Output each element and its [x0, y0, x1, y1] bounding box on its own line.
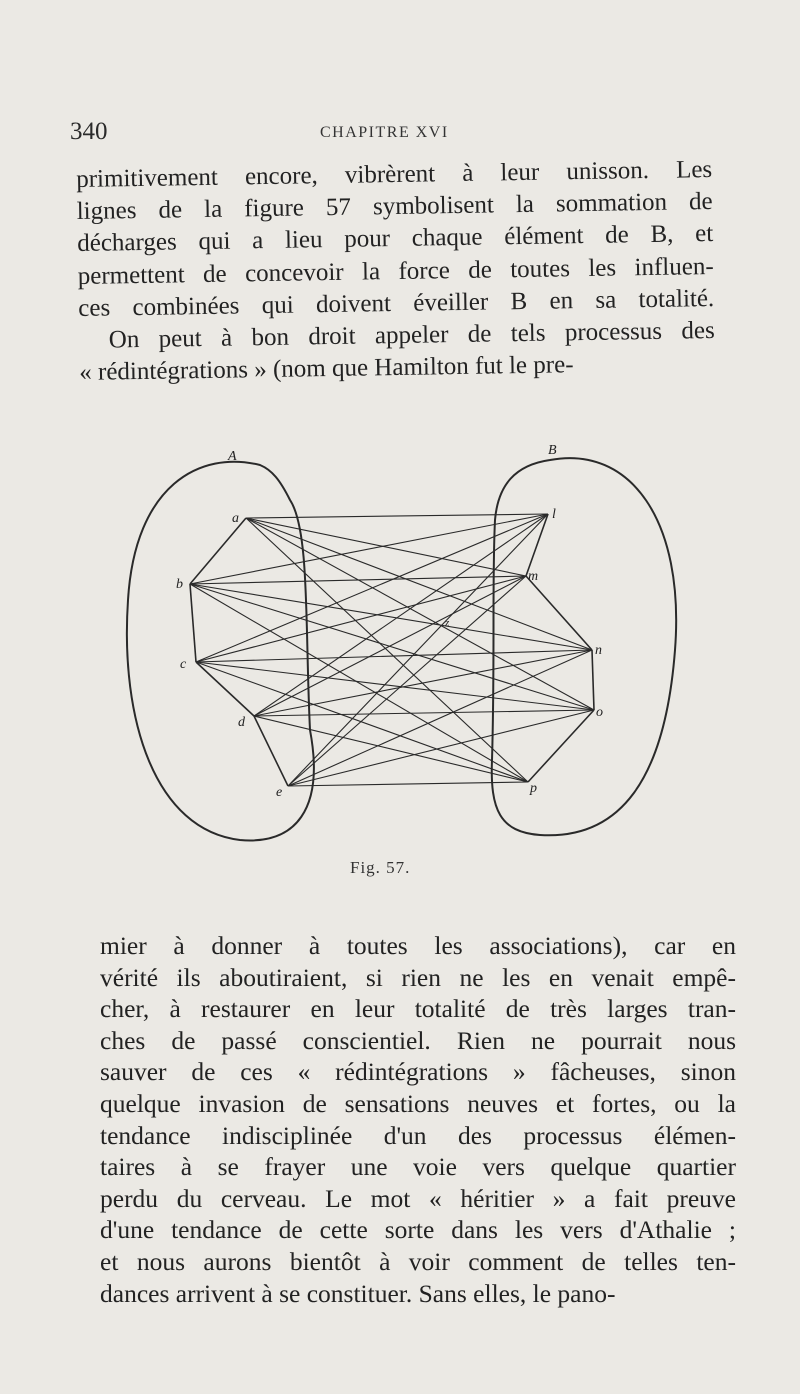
- chain-n-o: [592, 650, 594, 710]
- edge-a-l: [246, 514, 548, 518]
- label-region-b: B: [548, 443, 557, 458]
- label-node-b: b: [176, 577, 183, 592]
- edge-e-n: [288, 650, 592, 786]
- text-line: tendance indisciplinée d'un des processus élémen-: [100, 1120, 736, 1150]
- text-line: ches de passé conscientiel. Rien ne pourrait nous: [100, 1025, 736, 1055]
- text-line: vérité ils aboutiraient, si rien ne les en venait empê-: [100, 962, 736, 992]
- region-a-outline: [127, 462, 314, 841]
- label-node-o: o: [596, 705, 603, 720]
- edge-d-n: [254, 650, 592, 716]
- edge-b-o: [190, 584, 594, 710]
- text-line: primitivement encore, vibrèrent à leur unisson. Les: [76, 156, 713, 193]
- running-header: [70, 118, 710, 154]
- top-text-block: [76, 154, 715, 389]
- bottom-text-block: [100, 930, 736, 1309]
- label-region-a: A: [228, 449, 237, 464]
- text-line: taires à se frayer une voie vers quelque quartier: [100, 1152, 736, 1182]
- edge-b-m: [190, 576, 526, 584]
- chain-a-b: [190, 518, 246, 584]
- text-line: décharges qui a lieu pour chaque élément de B, et: [77, 220, 714, 258]
- chapter-title: CHAPITRE XVI: [320, 124, 449, 141]
- chain-d-e: [254, 716, 288, 786]
- chain-lines: [190, 514, 594, 786]
- edge-c-n: [196, 650, 592, 662]
- text-line: On peut à bon droit appeler de tels processus des: [108, 317, 715, 354]
- text-line: dances arrivent à se constituer. Sans elles, le pano-: [100, 1278, 616, 1308]
- label-node-a: a: [232, 511, 239, 526]
- text-line: mier à donner à toutes les associations), car en: [100, 931, 736, 960]
- text-line: sauver de ces « rédintégrations » fâcheuses, sinon: [100, 1057, 736, 1087]
- label-node-e: e: [276, 785, 283, 800]
- label-node-m: m: [528, 569, 539, 584]
- label-node-l: l: [552, 507, 556, 522]
- edge-c-p: [196, 662, 528, 782]
- text-line: cher, à restaurer en leur totalité de très larges tran-: [100, 994, 736, 1024]
- text-line: quelque invasion de sensations neuves et fortes, ou la: [100, 1088, 736, 1118]
- label-node-d: d: [238, 715, 245, 730]
- edge-b-n: [190, 584, 592, 650]
- chain-l-m: [526, 514, 548, 576]
- edge-b-p: [190, 584, 528, 782]
- edge-d-p: [254, 716, 528, 782]
- edge-e-l: [288, 514, 548, 786]
- label-node-c: c: [180, 657, 187, 672]
- chain-c-d: [196, 662, 254, 716]
- text-line: perdu du cerveau. Le mot « héritier » a fait preuve: [100, 1183, 736, 1213]
- chain-b-c: [190, 584, 196, 662]
- association-diagram: [110, 430, 700, 860]
- text-line: d'une tendance de cette sorte dans les vers d'Athalie ;: [100, 1215, 736, 1245]
- figure-caption: Fig. 57.: [350, 858, 411, 877]
- chain-m-n: [526, 576, 592, 650]
- edge-c-o: [196, 662, 594, 710]
- edge-e-o: [288, 710, 594, 786]
- chain-o-p: [528, 710, 594, 782]
- text-line: lignes de la figure 57 symbolisent la sommation de: [76, 188, 713, 226]
- figure-57: [110, 430, 700, 860]
- text-line: et nous aurons bientôt à voir comment de telles ten-: [100, 1246, 736, 1276]
- text-line: permettent de concevoir la force de toutes les influen-: [77, 252, 714, 290]
- label-center: z: [445, 617, 450, 629]
- text-line: « rédintégrations » (nom que Hamilton fut le pre-: [79, 351, 574, 387]
- text-line: ces combinées qui doivent éveiller B en sa totalité.: [78, 284, 715, 322]
- edge-d-o: [254, 710, 594, 716]
- page-number: 340: [70, 118, 108, 145]
- label-node-n: n: [595, 643, 602, 658]
- label-node-p: p: [530, 781, 537, 796]
- edge-c-l: [196, 514, 548, 662]
